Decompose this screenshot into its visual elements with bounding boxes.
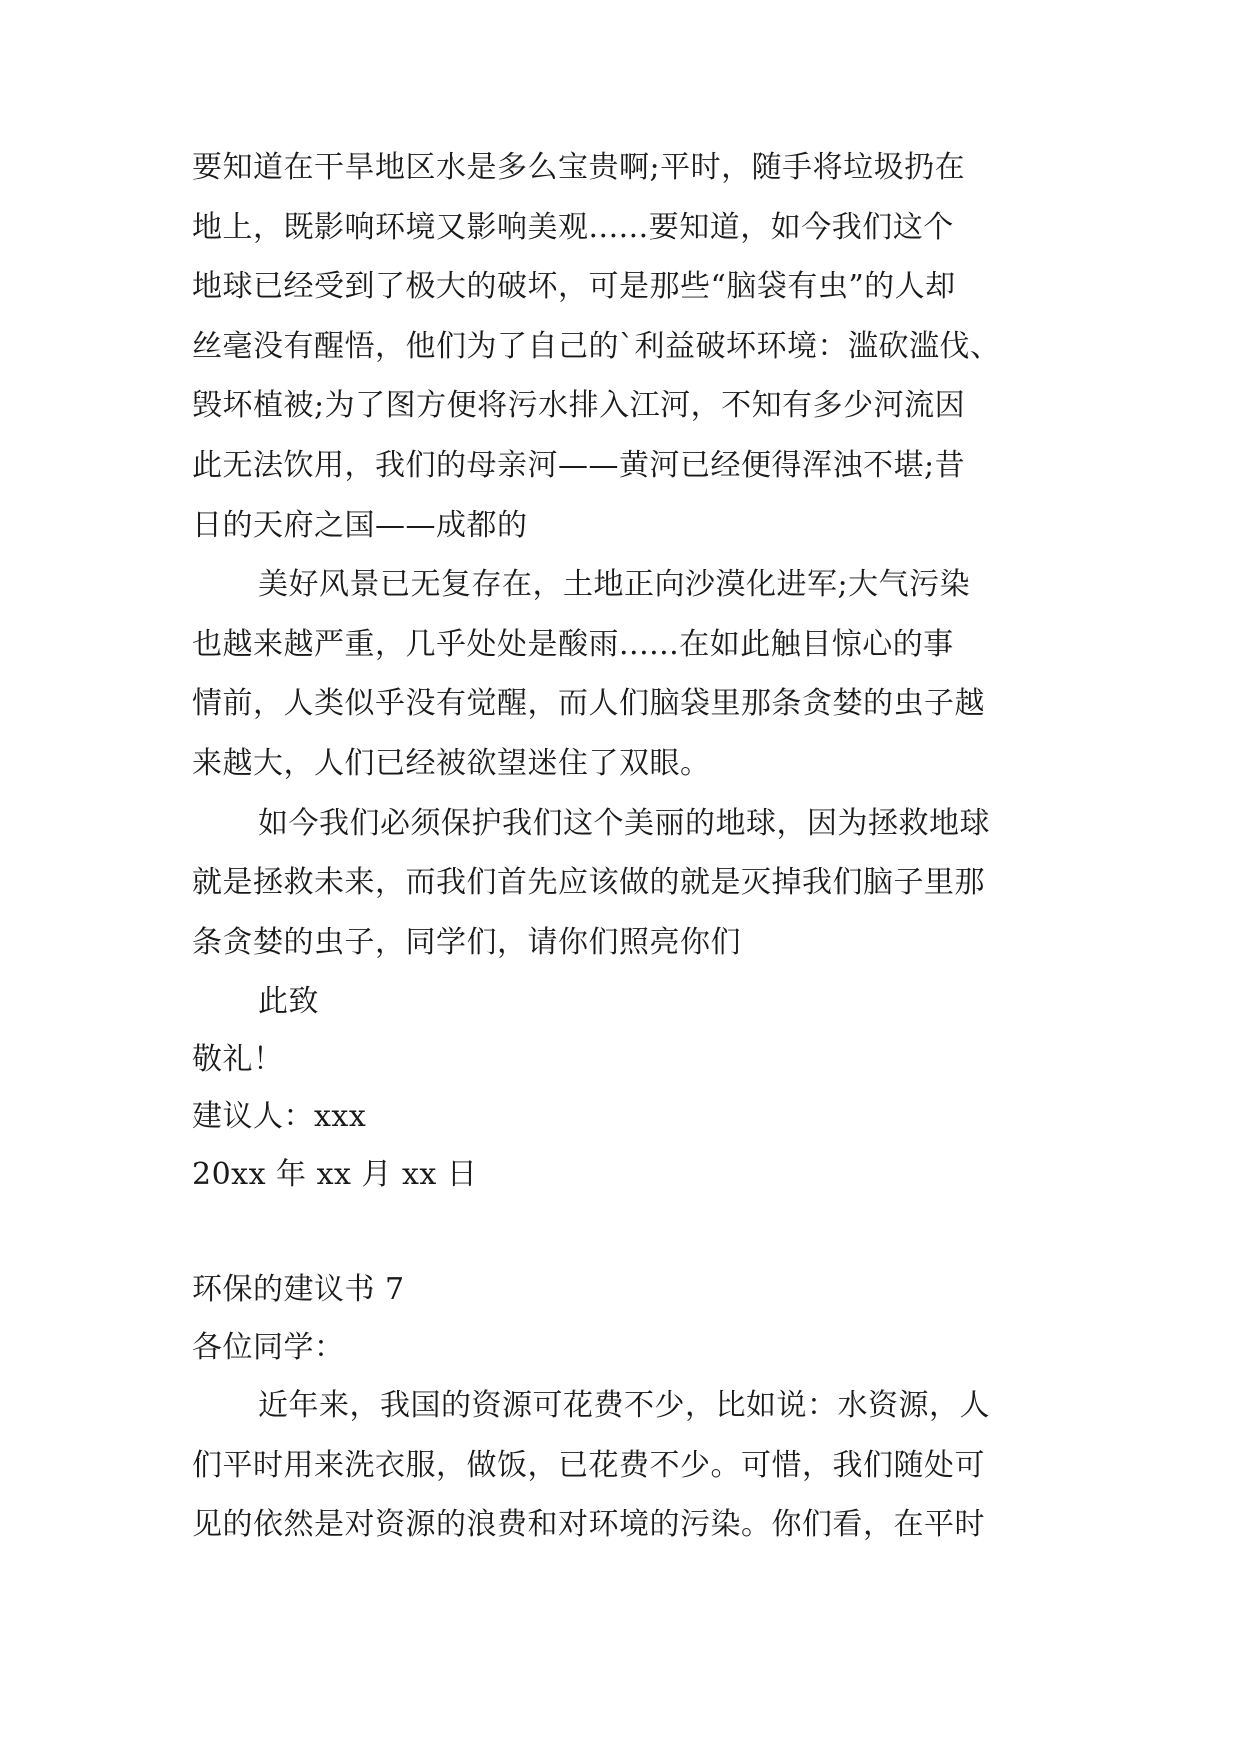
paragraph-line: 地球已经受到了极大的破坏，可是那些“脑袋有虫”的人却 bbox=[192, 269, 956, 304]
paragraph-line: 们平时用来洗衣服，做饭，已花费不少。可惜，我们随处可 bbox=[192, 1448, 985, 1483]
section-title: 环保的建议书 7 bbox=[192, 1272, 405, 1307]
paragraph-line: 条贪婪的虫子，同学们，请你们照亮你们 bbox=[192, 925, 741, 960]
paragraph-line: 要知道在干旱地区水是多么宝贵啊;平时，随手将垃圾扔在 bbox=[192, 150, 966, 185]
paragraph-line: 此无法饮用，我们的母亲河——黄河已经便得浑浊不堪;昔 bbox=[192, 448, 966, 483]
greeting: 各位同学： bbox=[192, 1330, 345, 1365]
paragraph-line: 地上，既影响环境又影响美观......要知道，如今我们这个 bbox=[192, 210, 954, 245]
paragraph-line: 来越大，人们已经被欲望迷住了双眼。 bbox=[192, 746, 711, 781]
paragraph-line: 近年来，我国的资源可花费不少，比如说：水资源，人 bbox=[258, 1388, 990, 1423]
paragraph-line: 毁坏植被;为了图方便将污水排入江河，不知有多少河流因 bbox=[192, 388, 966, 423]
paragraph-line: 丝毫没有醒悟，他们为了自己的`利益破坏环境：滥砍滥伐、 bbox=[192, 329, 1001, 364]
closing-salutation: 此致 bbox=[258, 984, 319, 1019]
date-line: 20xx 年 xx 月 xx 日 bbox=[192, 1157, 478, 1192]
closing-regards: 敬礼！ bbox=[192, 1042, 284, 1077]
paragraph-line: 日的天府之国——成都的 bbox=[192, 508, 528, 543]
paragraph-line: 见的依然是对资源的浪费和对环境的污染。你们看，在平时 bbox=[192, 1507, 985, 1542]
paragraph-line: 也越来越严重，几乎处处是酸雨......在如此触目惊心的事 bbox=[192, 627, 954, 662]
paragraph-line: 美好风景已无复存在，土地正向沙漠化进军;大气污染 bbox=[258, 567, 971, 602]
paragraph-line: 如今我们必须保护我们这个美丽的地球，因为拯救地球 bbox=[258, 806, 990, 841]
signature-line: 建议人：xxx bbox=[192, 1099, 367, 1134]
paragraph-line: 就是拯救未来，而我们首先应该做的就是灭掉我们脑子里那 bbox=[192, 865, 985, 900]
paragraph-line: 情前，人类似乎没有觉醒，而人们脑袋里那条贪婪的虫子越 bbox=[192, 686, 985, 721]
